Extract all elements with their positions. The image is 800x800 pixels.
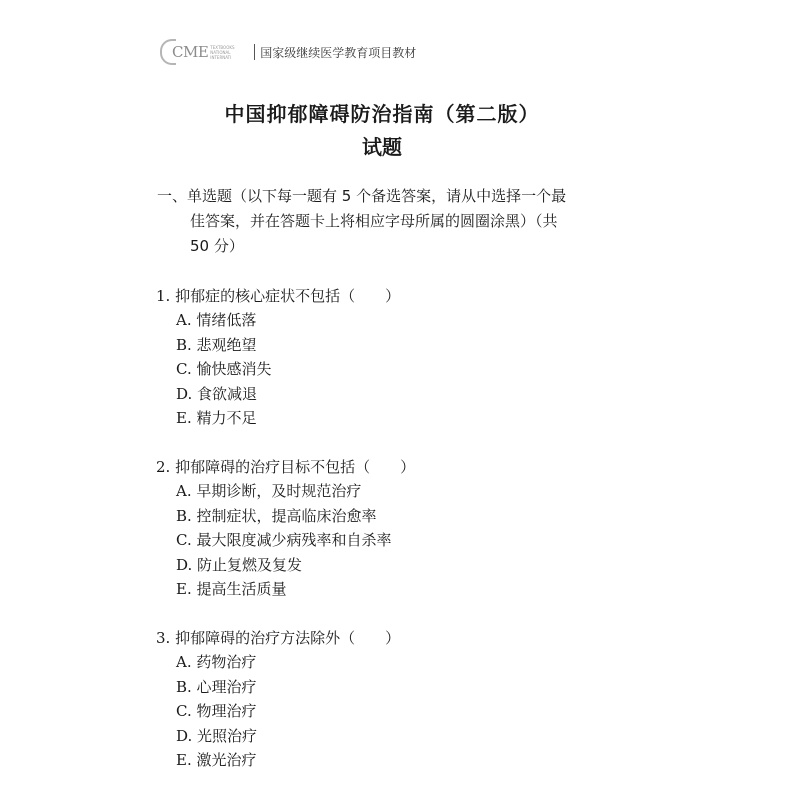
option-d: D. 光照治疗	[176, 726, 258, 745]
section-instructions	[157, 184, 627, 259]
option-e: E. 提高生活质量	[176, 580, 287, 598]
question-stem: 3. 抑郁障碍的治疗方法除外（ ）	[156, 629, 401, 647]
document-title: 中国抑郁障碍防治指南（第二版）	[224, 102, 540, 126]
option-e: E. 精力不足	[176, 409, 257, 427]
section-line-3: 50 分）	[190, 237, 244, 255]
option-a: A. 早期诊断，及时规范治疗	[176, 482, 362, 500]
question-3	[156, 626, 400, 773]
option-c: C. 物理治疗	[176, 702, 257, 720]
section-line-2: 佳答案，并在答题卡上将相应字母所属的圆圈涂黑）（共	[190, 212, 558, 230]
option-d: D. 防止复燃及复发	[176, 555, 303, 574]
option-e: E. 激光治疗	[176, 751, 257, 769]
option-d: D. 食欲减退	[176, 384, 258, 403]
logo-small-text	[210, 45, 250, 60]
question-stem: 1. 抑郁症的核心症状不包括（ ）	[156, 287, 401, 305]
option-c: C. 最大限度减少病残率和自杀率	[176, 531, 392, 549]
question-1	[156, 284, 400, 431]
section-line-1: 一、单选题（以下每一题有 5 个备选答案，请从中选择一个最	[157, 187, 567, 205]
question-stem: 2. 抑郁障碍的治疗目标不包括（ ）	[156, 458, 416, 476]
document-subtitle: 试题	[362, 135, 402, 159]
option-a: A. 药物治疗	[176, 653, 257, 671]
header-text: 国家级继续医学教育项目教材	[260, 45, 417, 60]
logo-small-line-1: TEXTBOOKS	[210, 44, 235, 50]
logo-small-line-2: NATIONAL INTERNATI	[210, 49, 232, 60]
option-b: B. 心理治疗	[176, 677, 257, 696]
option-c: C. 愉快感消失	[176, 360, 272, 378]
option-a: A. 情绪低落	[176, 311, 257, 329]
header-divider	[254, 44, 255, 60]
option-b: B. 悲观绝望	[176, 335, 257, 354]
option-b: B. 控制症状，提高临床治愈率	[176, 506, 377, 525]
question-2	[156, 455, 415, 602]
page-header	[160, 38, 416, 66]
logo-main-text: CME	[172, 43, 209, 61]
cme-logo	[160, 39, 250, 65]
